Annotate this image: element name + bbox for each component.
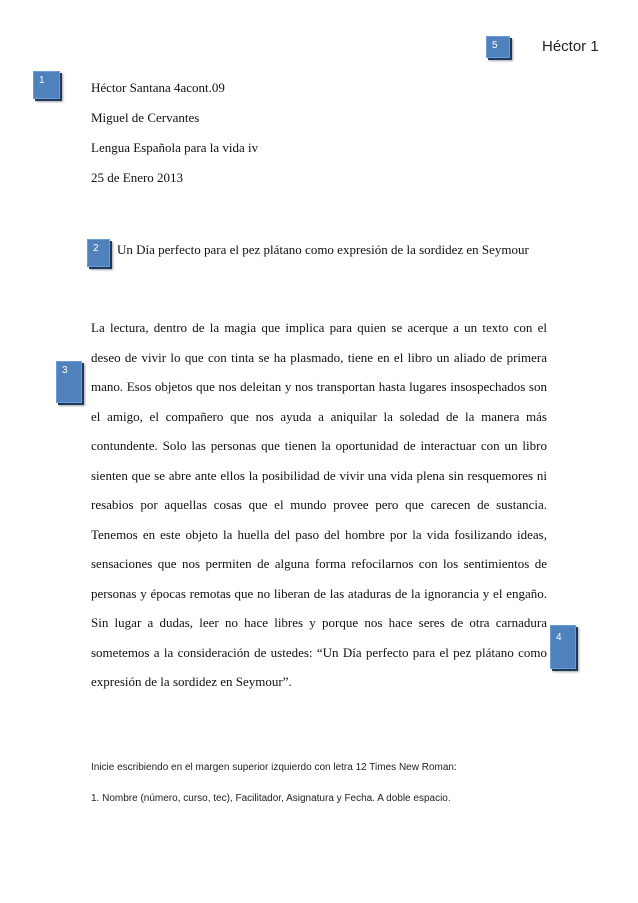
callout-badge-2-number: 2 <box>93 243 99 254</box>
student-name-line: Héctor Santana 4acont.09 <box>91 80 225 95</box>
instruction-note-2: 1. Nombre (número, curso, tec), Facilitador, Asignatura y Fecha. A doble espacio. <box>91 793 451 804</box>
callout-badge-5 <box>486 36 510 58</box>
running-header: Héctor 1 <box>542 38 599 55</box>
instruction-note-1: Inicie escribiendo en el margen superior izquierdo con letra 12 Times New Roman: <box>91 762 457 773</box>
essay-title: Un Día perfecto para el pez plátano como expresión de la sordidez en Seymour <box>117 242 529 257</box>
date-line: 25 de Enero 2013 <box>91 170 184 185</box>
callout-badge-3-number: 3 <box>62 365 68 376</box>
callout-badge-4-number: 4 <box>556 632 562 643</box>
facilitator-line: Miguel de Cervantes <box>91 110 200 125</box>
subject-line: Lengua Española para la vida iv <box>91 140 259 155</box>
callout-badge-4 <box>550 625 576 669</box>
callout-badge-2 <box>87 239 110 267</box>
callout-badge-5-number: 5 <box>492 40 498 51</box>
essay-body-paragraph: La lectura, dentro de la magia que implica para quien se acerque a un texto con el deseo de vivir lo que con tinta se ha plasmado, tiene en el libro un aliado de primera mano. Esos objetos que nos deleitan y nos transportan hasta lugares insospechados son el amigo, el compañero que nos ayuda a aniquilar la soledad de la manera más contundente. Solo las personas que tienen la oportunidad de interactuar con un libro sienten que se abre ante ellos la posibilidad de vivir una vida plena sin resquemores ni resabios por aquellas cosas que el mundo provee pero que carecen de sustancia. Tenemos en este objeto la huella del paso del hombre por la vida fosilizando ideas, sensaciones que nos permiten de alguna forma refocilarnos con los sentimientos de personas y épocas remotas que no liberan de las ataduras de la ignorancia y el engaño. Sin lugar a dudas, leer no hace libres y porque nos hace seres de otra carnadura sometemos a la consideración de ustedes: “Un Día perfecto para el pez plátano como expresión de la sordidez en Seymour”. <box>91 320 547 689</box>
callout-badge-1-number: 1 <box>39 75 45 86</box>
callout-badge-1 <box>33 71 60 99</box>
callout-badge-3 <box>56 361 82 403</box>
